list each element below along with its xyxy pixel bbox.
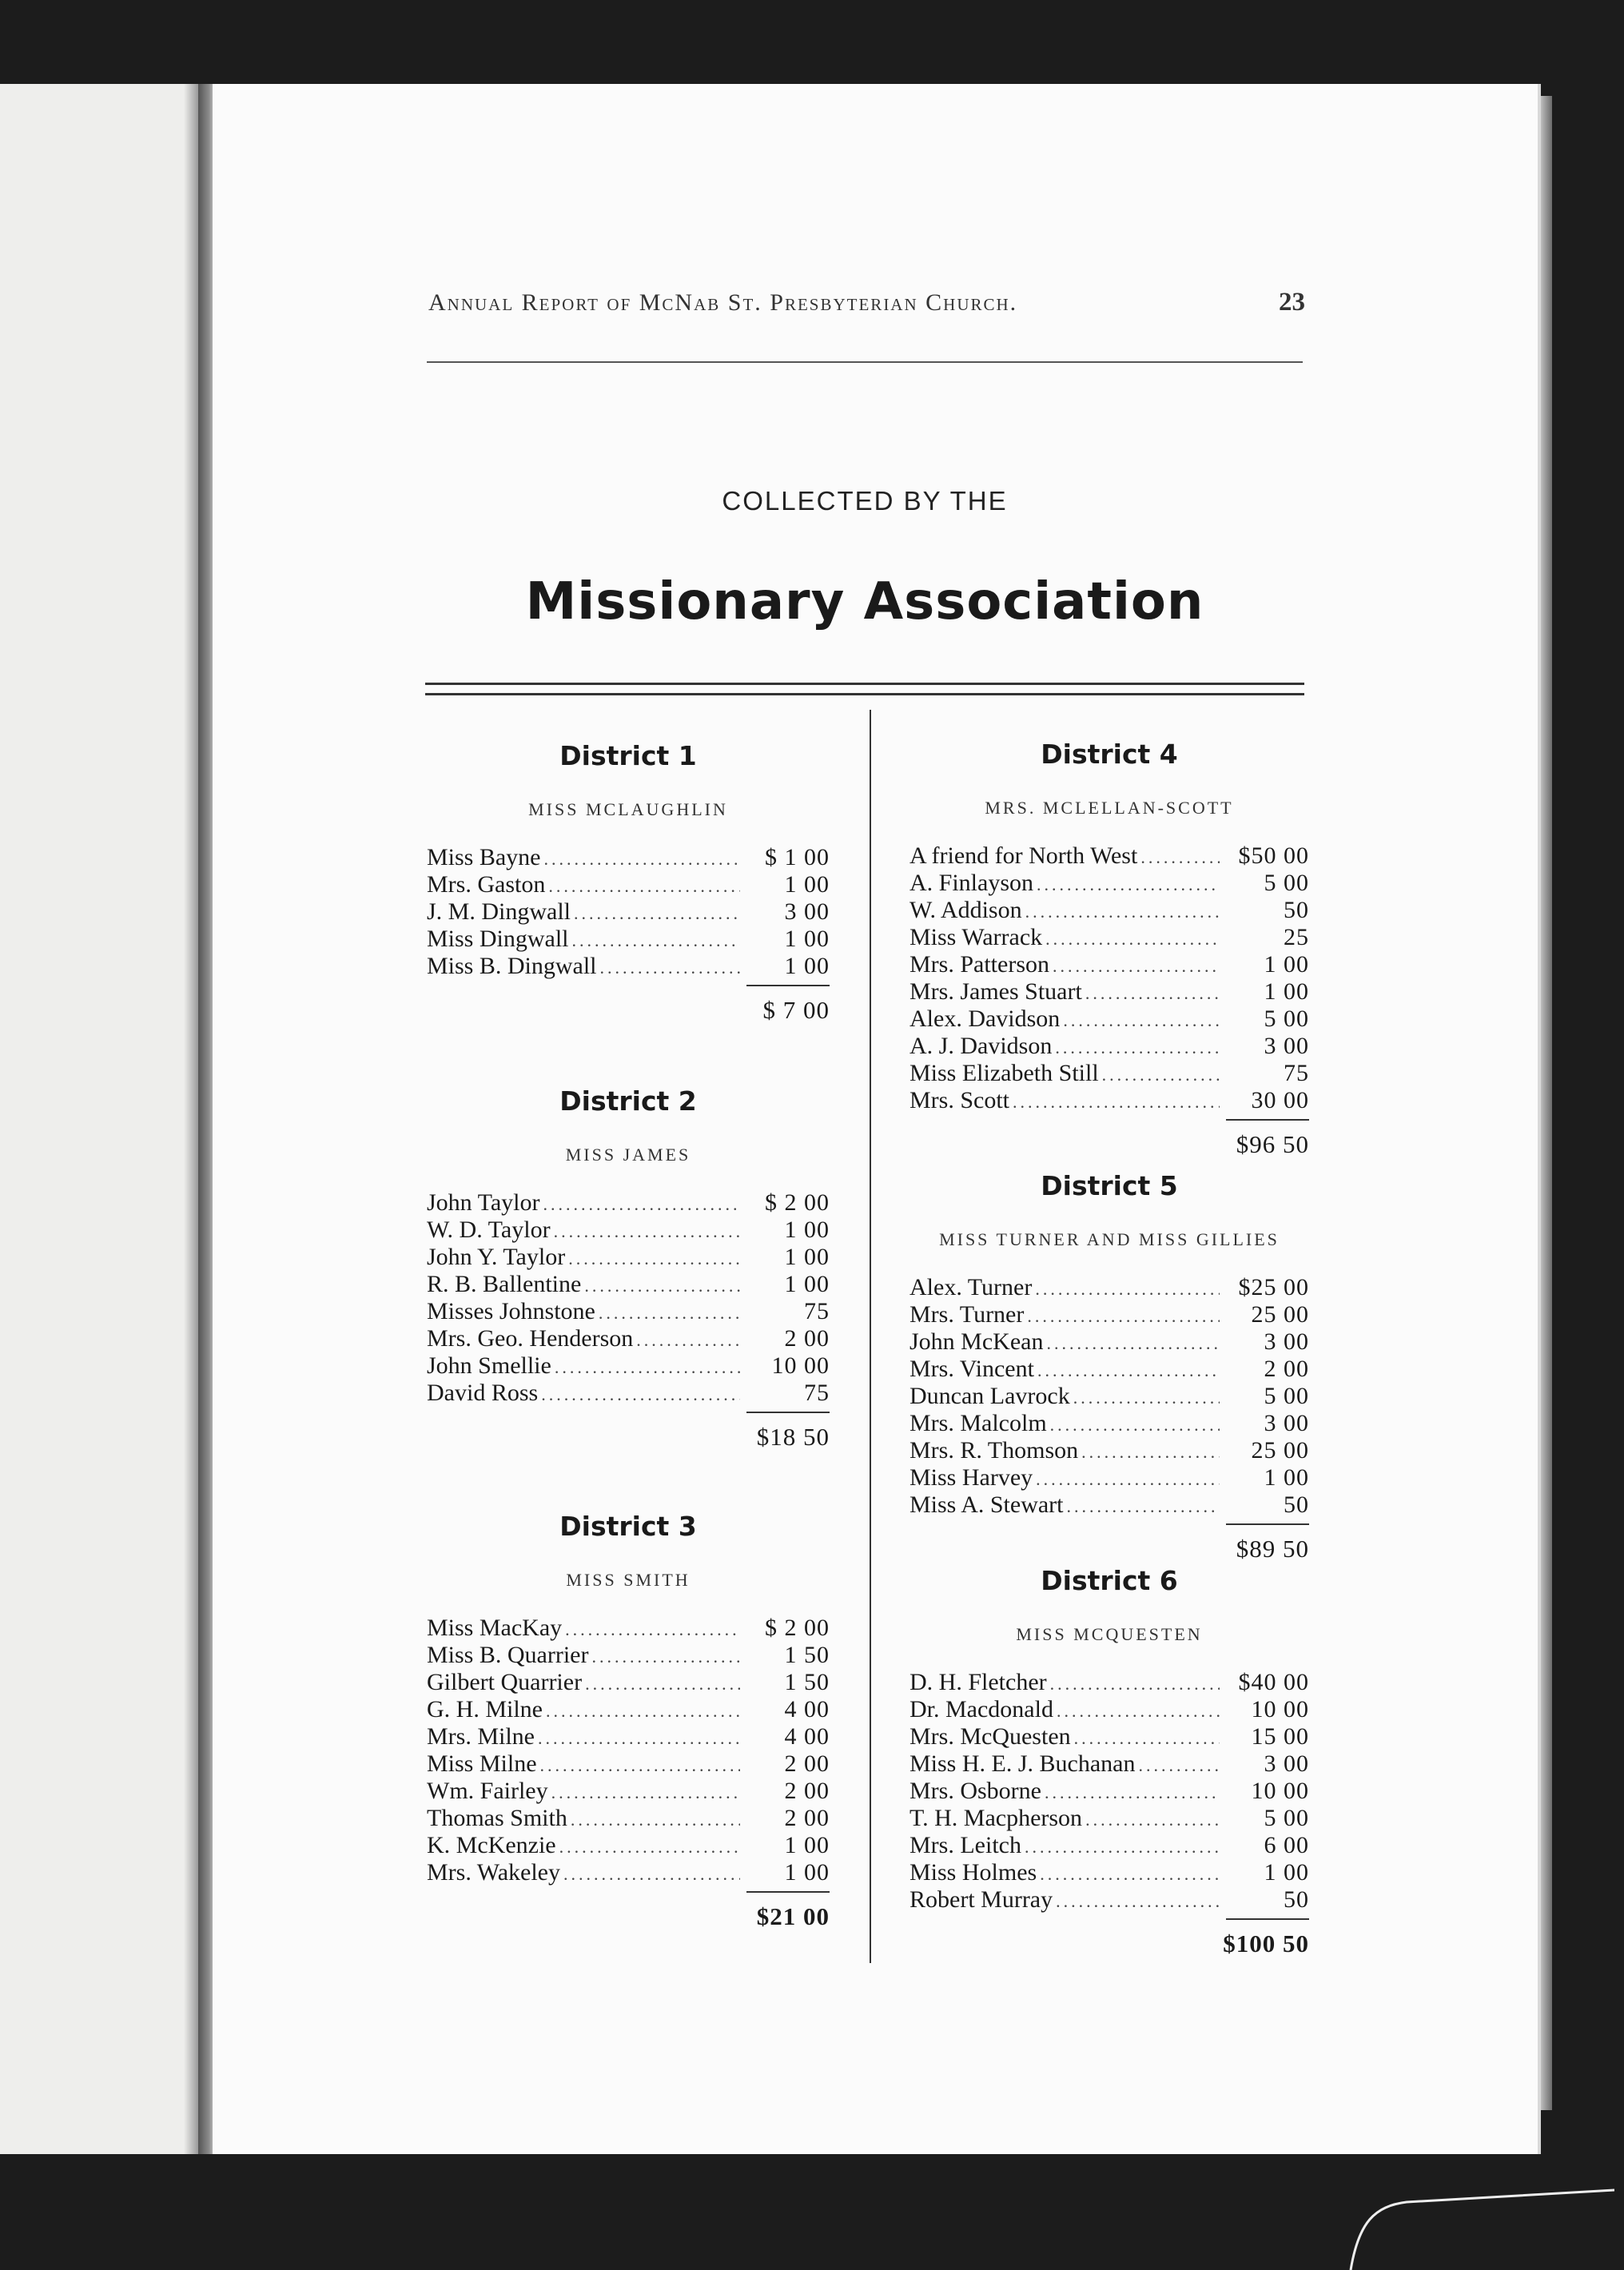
contributor-name: R. B. Ballentine — [427, 1271, 582, 1297]
leader-dots — [1045, 1779, 1220, 1806]
contributor-name: Robert Murray — [910, 1886, 1053, 1913]
contribution-amount: $ 2 00 — [765, 1189, 830, 1216]
contributor-name: Miss B. Quarrier — [427, 1642, 589, 1668]
contribution-row — [427, 871, 830, 898]
contributor-name: Mrs. R. Thomson — [910, 1437, 1079, 1464]
contributor-name: W. D. Taylor — [427, 1217, 551, 1243]
leader-dots — [1035, 1276, 1220, 1303]
leader-dots — [1050, 1671, 1220, 1698]
contribution-amount: 3 00 — [1264, 1750, 1309, 1777]
contribution-amount: 2 00 — [784, 1750, 830, 1777]
contributor-name: Miss A. Stewart — [910, 1491, 1064, 1518]
leader-dots — [541, 1381, 740, 1408]
contribution-row — [910, 1669, 1309, 1696]
contribution-row — [910, 1437, 1309, 1464]
contributor-name: Miss Dingwall — [427, 926, 569, 952]
contributor-name: A. J. Davidson — [910, 1033, 1053, 1059]
contribution-amount: 50 — [1284, 1491, 1309, 1518]
leader-dots — [555, 1354, 740, 1381]
contributor-name: David Ross — [427, 1380, 539, 1406]
district-title: District 6 — [1041, 1565, 1178, 1596]
leader-dots — [1138, 1752, 1220, 1779]
contribution-amount: 3 00 — [1264, 1410, 1309, 1436]
total-rule — [1226, 1918, 1309, 1920]
contributor-name: Miss Bayne — [427, 844, 541, 870]
contributor-name: Mrs. Turner — [910, 1301, 1025, 1328]
contribution-row — [427, 1859, 830, 1886]
contribution-row — [427, 1325, 830, 1352]
district-total: $89 50 — [1236, 1535, 1309, 1563]
contribution-row — [427, 953, 830, 980]
leader-dots — [591, 1643, 740, 1671]
leader-dots — [1063, 1007, 1220, 1034]
contribution-row — [910, 1274, 1309, 1301]
contribution-row — [910, 897, 1309, 924]
leader-dots — [1074, 1725, 1220, 1752]
contributor-name: Mrs. James Stuart — [910, 978, 1082, 1005]
contribution-row — [910, 842, 1309, 870]
contributor-name: Mrs. Osborne — [910, 1778, 1041, 1804]
page — [213, 84, 1541, 2154]
contribution-amount: 3 00 — [784, 898, 830, 925]
contribution-row — [427, 1642, 830, 1669]
contribution-row — [427, 844, 830, 871]
contribution-amount: 1 00 — [784, 1271, 830, 1297]
contributor-name: Misses Johnstone — [427, 1298, 595, 1324]
leader-dots — [548, 873, 740, 900]
leader-dots — [1036, 1466, 1220, 1493]
contribution-row — [427, 1244, 830, 1271]
contributor-name: G. H. Milne — [427, 1696, 543, 1722]
contribution-amount: 4 00 — [784, 1696, 830, 1722]
district-collector: MISS TURNER AND MISS GILLIES — [939, 1229, 1280, 1249]
leader-dots — [1102, 1061, 1220, 1089]
contribution-amount: 5 00 — [1264, 870, 1309, 896]
contributor-name: A. Finlayson — [910, 870, 1034, 896]
contributor-name: Mrs. McQuesten — [910, 1723, 1071, 1750]
contributor-name: Mrs. Leitch — [910, 1832, 1021, 1858]
leader-dots — [1013, 1089, 1220, 1116]
title-double-rule — [425, 683, 1304, 695]
contributor-name: Mrs. Scott — [910, 1087, 1010, 1113]
contribution-row — [910, 978, 1309, 1006]
leader-dots — [1085, 980, 1220, 1007]
contribution-amount: 6 00 — [1264, 1832, 1309, 1858]
leader-dots — [568, 1245, 740, 1272]
total-rule — [746, 985, 830, 986]
page-number: 23 — [1279, 288, 1305, 317]
leader-dots — [1037, 871, 1220, 898]
contribution-amount: 1 00 — [784, 926, 830, 952]
leader-dots — [1056, 1888, 1220, 1915]
contributor-name: Miss H. E. J. Buchanan — [910, 1750, 1136, 1777]
page-edge — [1541, 96, 1552, 2110]
district-collector: MRS. MCLELLAN-SCOTT — [985, 798, 1234, 818]
contributor-name: Miss Milne — [427, 1750, 537, 1777]
contribution-amount: 5 00 — [1264, 1805, 1309, 1831]
contributor-name: John McKean — [910, 1328, 1044, 1355]
leader-dots — [599, 1300, 740, 1327]
total-rule — [1226, 1119, 1309, 1121]
contribution-amount: 1 00 — [1264, 951, 1309, 978]
contributor-name: Miss Holmes — [910, 1859, 1037, 1886]
district-title: District 3 — [559, 1511, 697, 1542]
contributor-name: W. Addison — [910, 897, 1022, 923]
contribution-row — [427, 898, 830, 926]
contribution-amount: 50 — [1284, 1886, 1309, 1913]
contribution-amount: 1 00 — [784, 953, 830, 979]
leader-dots — [1057, 1698, 1220, 1725]
contribution-amount: 2 00 — [784, 1778, 830, 1804]
leader-dots — [543, 1191, 740, 1218]
district-title: District 4 — [1041, 739, 1178, 770]
leader-dots — [546, 1698, 740, 1725]
contributor-name: Miss Harvey — [910, 1464, 1033, 1491]
contributor-name: Wm. Fairley — [427, 1778, 548, 1804]
contribution-row — [910, 1832, 1309, 1859]
contribution-row — [427, 1750, 830, 1778]
leader-dots — [1050, 1412, 1220, 1439]
contribution-row — [910, 1750, 1309, 1778]
contribution-row — [427, 1696, 830, 1723]
district-total: $96 50 — [1236, 1130, 1309, 1158]
contribution-row — [910, 1805, 1309, 1832]
scan-artifact-line — [1343, 2174, 1614, 2270]
contribution-row — [427, 1189, 830, 1217]
district-title: District 5 — [1041, 1170, 1178, 1201]
contribution-row — [910, 1033, 1309, 1060]
leader-dots — [1053, 953, 1220, 980]
leader-dots — [565, 1616, 740, 1643]
district-2 — [427, 1082, 830, 1455]
district-collector: MISS JAMES — [565, 1145, 691, 1165]
leader-dots — [1067, 1493, 1220, 1520]
contribution-amount: $ 1 00 — [765, 844, 830, 870]
contribution-list — [910, 1274, 1309, 1519]
contribution-amount: 1 00 — [1264, 1464, 1309, 1491]
contribution-amount: 1 00 — [784, 871, 830, 898]
contribution-row — [427, 1271, 830, 1298]
district-collector: MISS SMITH — [566, 1570, 691, 1590]
contributor-name: J. M. Dingwall — [427, 898, 571, 925]
contribution-list — [427, 1615, 830, 1886]
leader-dots — [544, 846, 741, 873]
contribution-amount: 2 00 — [1264, 1356, 1309, 1382]
district-4 — [910, 735, 1309, 1162]
contribution-row — [427, 1298, 830, 1325]
district-collector: MISS MCLAUGHLIN — [528, 799, 728, 819]
district-3 — [427, 1507, 830, 1934]
contribution-amount: $ 2 00 — [765, 1615, 830, 1641]
contribution-amount: 3 00 — [1264, 1033, 1309, 1059]
contribution-amount: 5 00 — [1264, 1383, 1309, 1409]
leader-dots — [559, 1834, 740, 1861]
leader-dots — [563, 1861, 740, 1888]
contribution-row — [910, 1859, 1309, 1886]
leader-dots — [1027, 1303, 1220, 1330]
district-title: District 1 — [559, 740, 697, 771]
contribution-row — [910, 1060, 1309, 1087]
leader-dots — [1073, 1384, 1220, 1412]
contributor-name: Dr. Macdonald — [910, 1696, 1053, 1722]
contribution-row — [910, 1696, 1309, 1723]
contributor-name: Alex. Turner — [910, 1274, 1033, 1300]
contribution-amount: 3 00 — [1264, 1328, 1309, 1355]
district-5 — [910, 1167, 1309, 1567]
contribution-list — [427, 844, 830, 980]
contributor-name: Miss Elizabeth Still — [910, 1060, 1099, 1086]
header-rule — [427, 361, 1303, 363]
contributor-name: Gilbert Quarrier — [427, 1669, 583, 1695]
contribution-amount: 10 00 — [1251, 1778, 1309, 1804]
contribution-row — [427, 1380, 830, 1407]
contribution-row — [910, 1491, 1309, 1519]
contributor-name: Thomas Smith — [427, 1805, 567, 1831]
contribution-amount: 25 00 — [1251, 1301, 1309, 1328]
contribution-row — [910, 870, 1309, 897]
contribution-amount: 75 — [804, 1380, 830, 1406]
column-divider — [870, 710, 871, 1963]
contribution-amount: 30 00 — [1251, 1087, 1309, 1113]
contributor-name: D. H. Fletcher — [910, 1669, 1047, 1695]
contribution-list — [910, 842, 1309, 1114]
contribution-row — [427, 1352, 830, 1380]
contribution-amount: 15 00 — [1251, 1723, 1309, 1750]
leader-dots — [585, 1671, 740, 1698]
contribution-row — [910, 1356, 1309, 1383]
leader-dots — [551, 1779, 740, 1806]
running-head: Annual Report of McNab St. Presbyterian Church. — [428, 289, 1018, 316]
contribution-amount: 1 00 — [784, 1832, 830, 1858]
contribution-list — [427, 1189, 830, 1407]
contribution-amount: 1 00 — [784, 1217, 830, 1243]
contribution-list — [910, 1669, 1309, 1914]
leader-dots — [600, 954, 740, 982]
contributor-name: A friend for North West — [910, 842, 1138, 869]
contributor-name: K. McKenzie — [427, 1832, 556, 1858]
leader-dots — [1025, 1834, 1220, 1861]
contributor-name: Mrs. Patterson — [910, 951, 1049, 978]
contribution-row — [910, 1886, 1309, 1914]
contribution-row — [910, 1778, 1309, 1805]
contribution-amount: $50 00 — [1238, 842, 1309, 869]
contribution-amount: 1 00 — [1264, 1859, 1309, 1886]
contributor-name: Alex. Davidson — [910, 1006, 1061, 1032]
contribution-row — [910, 1301, 1309, 1328]
district-title: District 2 — [559, 1085, 697, 1117]
total-rule — [746, 1412, 830, 1413]
contributor-name: Mrs. Milne — [427, 1723, 535, 1750]
leader-dots — [574, 900, 740, 927]
leader-dots — [1085, 1806, 1220, 1834]
contribution-amount: 25 00 — [1251, 1437, 1309, 1464]
leader-dots — [1046, 1330, 1220, 1357]
contribution-row — [910, 1723, 1309, 1750]
contribution-row — [910, 924, 1309, 951]
contributor-name: Miss MacKay — [427, 1615, 563, 1641]
contributor-name: Mrs. Gaston — [427, 871, 546, 898]
leader-dots — [571, 1806, 740, 1834]
leader-dots — [1055, 1034, 1220, 1061]
district-1 — [427, 737, 830, 1028]
contribution-amount: 1 00 — [784, 1244, 830, 1270]
contribution-row — [427, 926, 830, 953]
contributor-name: John Y. Taylor — [427, 1244, 566, 1270]
intro-line: COLLECTED BY THE — [722, 486, 1008, 516]
contribution-amount: 4 00 — [784, 1723, 830, 1750]
contribution-row — [910, 1328, 1309, 1356]
contribution-row — [427, 1832, 830, 1859]
leader-dots — [538, 1725, 740, 1752]
contribution-row — [427, 1669, 830, 1696]
leader-dots — [636, 1327, 740, 1354]
contribution-row — [427, 1723, 830, 1750]
contributor-name: Mrs. Geo. Henderson — [427, 1325, 634, 1352]
contribution-amount: 10 00 — [771, 1352, 830, 1379]
contribution-amount: 1 50 — [784, 1642, 830, 1668]
leader-dots — [1045, 926, 1220, 953]
contribution-row — [910, 1087, 1309, 1114]
total-rule — [746, 1891, 830, 1893]
contribution-amount: 75 — [1284, 1060, 1309, 1086]
contribution-amount: 75 — [804, 1298, 830, 1324]
contribution-amount: 1 00 — [784, 1859, 830, 1886]
district-total: $21 00 — [756, 1902, 830, 1930]
leader-dots — [1140, 844, 1220, 871]
contribution-amount: $40 00 — [1238, 1669, 1309, 1695]
district-total: $ 7 00 — [762, 996, 830, 1024]
contribution-amount: 2 00 — [784, 1325, 830, 1352]
contribution-row — [910, 951, 1309, 978]
district-6 — [910, 1562, 1309, 1961]
district-total: $100 50 — [1223, 1930, 1309, 1957]
contributor-name: Mrs. Vincent — [910, 1356, 1034, 1382]
leader-dots — [584, 1272, 740, 1300]
contribution-amount: 5 00 — [1264, 1006, 1309, 1032]
contributor-name: John Smellie — [427, 1352, 551, 1379]
facing-page — [0, 84, 198, 2154]
contribution-row — [910, 1464, 1309, 1491]
district-total: $18 50 — [756, 1423, 830, 1451]
total-rule — [1226, 1523, 1309, 1525]
contributor-name: Duncan Lavrock — [910, 1383, 1070, 1409]
contribution-row — [910, 1383, 1309, 1410]
contribution-amount: 50 — [1284, 897, 1309, 923]
leader-dots — [572, 927, 740, 954]
contributor-name: John Taylor — [427, 1189, 540, 1216]
contribution-amount: 1 50 — [784, 1669, 830, 1695]
leader-dots — [1081, 1439, 1220, 1466]
contribution-amount: 10 00 — [1251, 1696, 1309, 1722]
contribution-row — [427, 1615, 830, 1642]
contribution-amount: 1 00 — [1264, 978, 1309, 1005]
contributor-name: Miss B. Dingwall — [427, 953, 597, 979]
district-collector: MISS MCQUESTEN — [1016, 1624, 1203, 1644]
contributor-name: Mrs. Malcolm — [910, 1410, 1047, 1436]
contribution-row — [427, 1778, 830, 1805]
contribution-row — [910, 1006, 1309, 1033]
contributor-name: Miss Warrack — [910, 924, 1043, 950]
leader-dots — [1040, 1861, 1220, 1888]
leader-dots — [554, 1218, 740, 1245]
contribution-amount: 25 — [1284, 924, 1309, 950]
contribution-amount: $25 00 — [1238, 1274, 1309, 1300]
contribution-amount: 2 00 — [784, 1805, 830, 1831]
leader-dots — [1037, 1357, 1220, 1384]
page-title: Missionary Association — [525, 572, 1204, 631]
contribution-row — [427, 1217, 830, 1244]
contribution-row — [427, 1805, 830, 1832]
contribution-row — [910, 1410, 1309, 1437]
leader-dots — [540, 1752, 740, 1779]
contributor-name: Mrs. Wakeley — [427, 1859, 560, 1886]
leader-dots — [1025, 898, 1220, 926]
contributor-name: T. H. Macpherson — [910, 1805, 1083, 1831]
